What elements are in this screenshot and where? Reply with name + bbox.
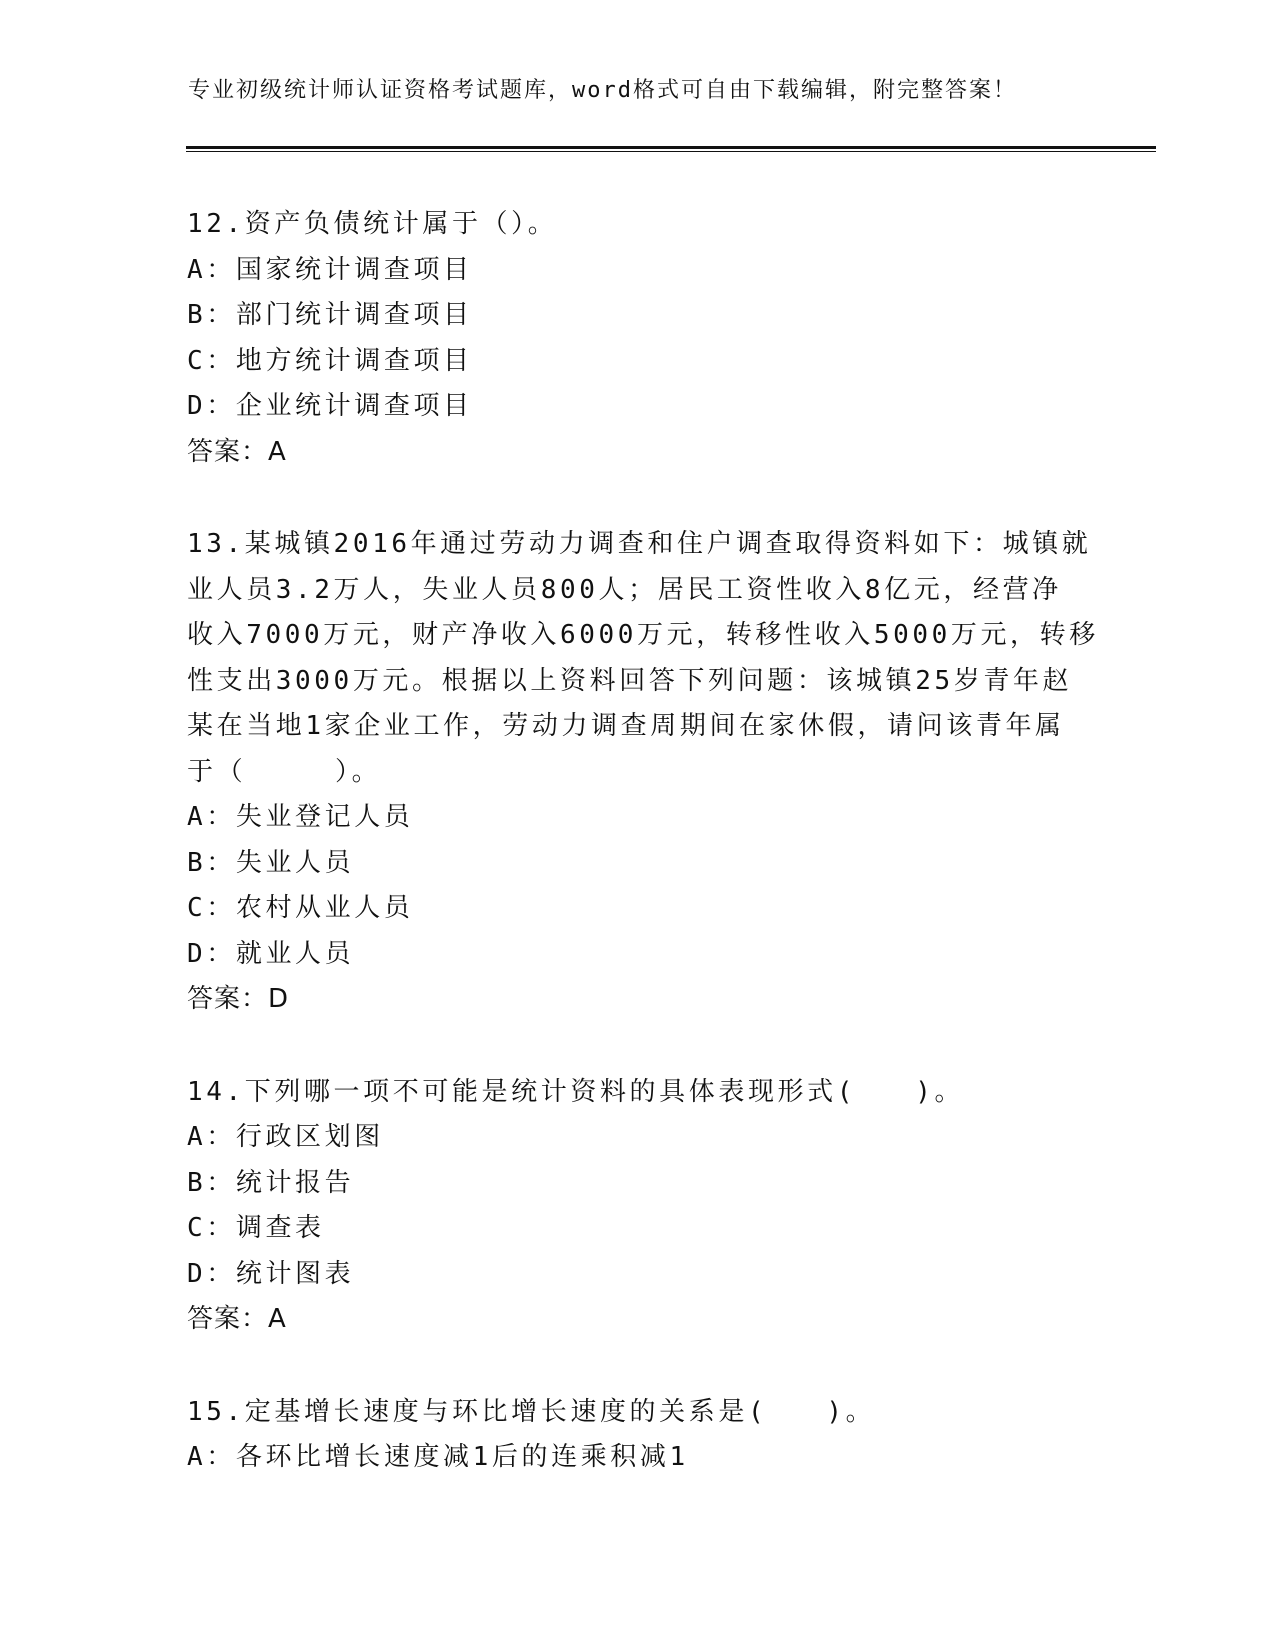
option-d: D：就业人员: [187, 938, 355, 969]
option-d: D：统计图表: [187, 1258, 355, 1289]
header-divider-thick: [186, 146, 1156, 149]
option-a: A：失业登记人员: [187, 802, 414, 832]
question-stem: 14.下列哪一项不可能是统计资料的具体表现形式( )。: [187, 1076, 965, 1107]
question-stem: 12.资产负债统计属于（）。: [187, 209, 558, 239]
question-13: [187, 522, 1099, 1023]
option-c: C：地方统计调查项目: [187, 345, 473, 376]
question-15: [187, 1390, 1087, 1481]
question-stem-line: 业人员3.2万人，失业人员800人；居民工资性收入8亿元，经营净: [187, 574, 1062, 605]
question-stem-line: 13.某城镇2016年通过劳动力调查和住户调查取得资料如下：城镇就: [187, 529, 1092, 559]
question-stem-line: 收入7000万元，财产净收入6000万元，转移性收入5000万元，转移: [187, 620, 1099, 650]
question-12: [187, 202, 1087, 475]
answer-line: 答案：D: [187, 984, 290, 1014]
option-c: C：农村从业人员: [187, 893, 414, 923]
question-stem: 15.定基增长速度与环比增长速度的关系是( )。: [187, 1396, 876, 1427]
question-list: [187, 202, 1099, 1528]
option-b: B：统计报告: [187, 1167, 355, 1198]
option-d: D：企业统计调查项目: [187, 391, 473, 421]
option-b: B：失业人员: [187, 847, 355, 878]
question-14: [187, 1070, 1087, 1343]
option-a: A：行政区划图: [187, 1122, 384, 1152]
question-stem-line: 于（ ）。: [187, 756, 382, 787]
answer-line: 答案：A: [187, 1304, 287, 1334]
answer-line: 答案：A: [187, 436, 287, 467]
question-stem-line: 某在当地1家企业工作，劳动力调查周期间在家休假，请问该青年属: [187, 711, 1065, 741]
question-stem-line: 性支出3000万元。根据以上资料回答下列问题：该城镇25岁青年赵: [187, 665, 1073, 696]
option-b: B：部门统计调查项目: [187, 300, 473, 330]
page-header: 专业初级统计师认证资格考试题库，word格式可自由下载编辑，附完整答案！: [188, 78, 1017, 103]
header-divider-thin: [186, 151, 1156, 152]
option-a: A：国家统计调查项目: [187, 254, 473, 285]
option-a: A：各环比增长速度减1后的连乘积减1: [187, 1442, 689, 1472]
option-c: C：调查表: [187, 1213, 325, 1243]
